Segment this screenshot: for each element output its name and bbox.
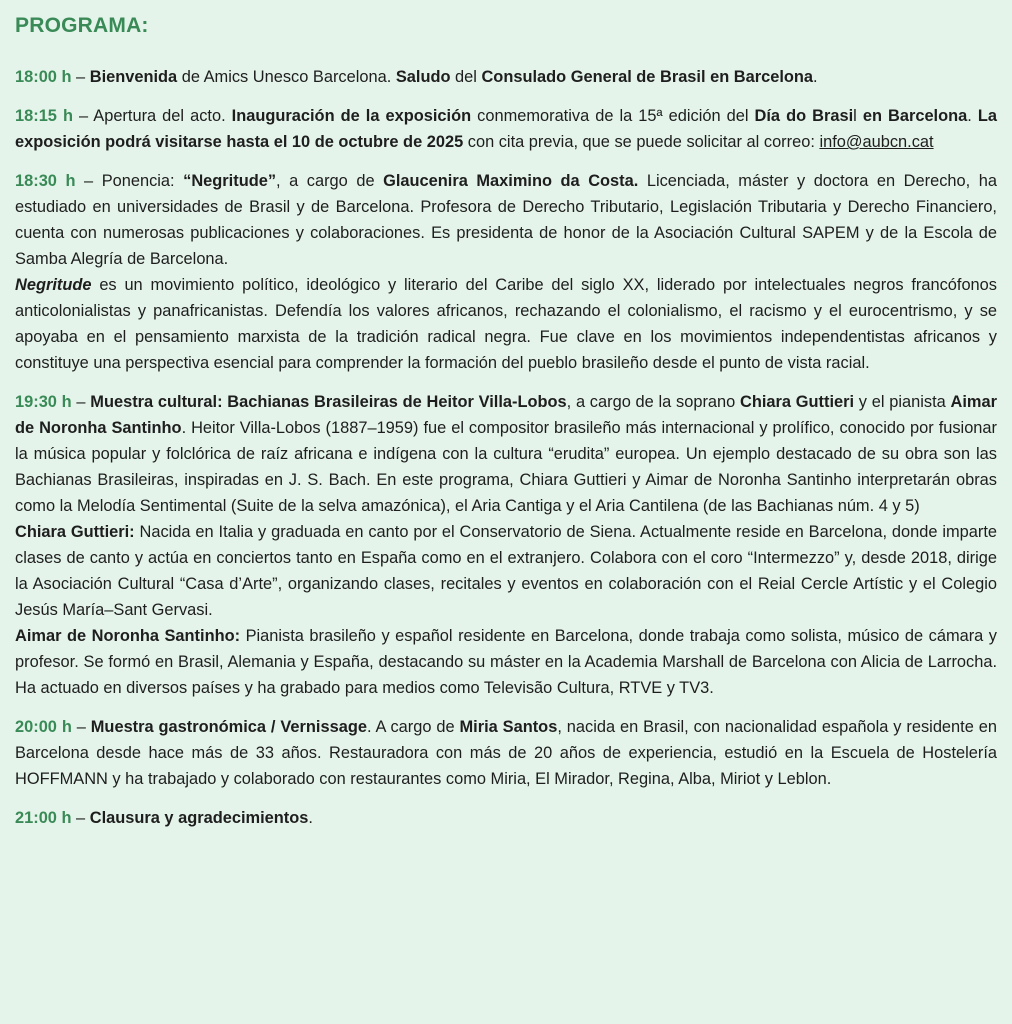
bold-text: Chiara Guttieri:: [15, 523, 135, 541]
bold-text: Día do Brasi: [754, 107, 854, 125]
bold-text: Inauguración de la exposición: [231, 107, 472, 125]
program-paragraph: [15, 714, 997, 792]
bold-text: “Negritude”: [183, 172, 277, 190]
text-run: l: [853, 107, 863, 125]
page-title: PROGRAMA:: [15, 14, 149, 37]
event-time: 19:30 h: [15, 393, 72, 411]
text-run: conmemorativa de la 15ª edición del: [471, 107, 755, 125]
email-link[interactable]: info@aubcn.cat: [819, 133, 934, 151]
text-run: –: [71, 809, 90, 827]
text-run: es un movimiento político, ideológico y literario del Caribe del siglo XX, liderado por intelectuales negros francófonos anticolonialistas y panafricanistas. Defendía los valores africanos, rechazando el colonialismo, el racismo y el eurocentrismo, y se apoyaba en el pensamiento marxista de la tradición radical negra. Fue clave en los movimientos independentistas africanos y constituye una perspectiva esencial para comprender la formación del pueblo brasileño desde el punto de vista racial.: [15, 276, 997, 372]
text-run: , a cargo de la soprano: [566, 393, 741, 411]
bold-text: Muestra gastronómica / Vernissage: [90, 718, 367, 736]
bold-text: Aimar de Noronha Santinho:: [15, 627, 241, 645]
bold-italic-text: Negritude: [15, 276, 92, 294]
text-run: Nacida en Italia y graduada en canto por el Conservatorio de Siena. Actualmente reside en Barcelona, donde imparte clases de canto y actúa en conciertos tanto en España como en el extranjero. Colabora con el coro “Intermezzo” y, desde 2018, dirige la Asociación Cultural “Casa d’Arte”, organizando clases, recitales y eventos en colaboración con el Reial Cercle Artístic y el Colegio Jesús María–Sant Gervasi.: [15, 523, 997, 619]
program-item: [15, 389, 997, 701]
bold-text: Clausura y agradecimientos: [89, 809, 309, 827]
bold-text: Consulado General de Brasil en Barcelona: [481, 68, 814, 86]
text-run: con cita previa, que se puede solicitar al correo:: [463, 133, 820, 151]
program-paragraph: [15, 805, 997, 831]
text-run: –: [71, 393, 91, 411]
program-paragraph: [15, 519, 997, 623]
event-time: 20:00 h: [15, 718, 72, 736]
event-time: 18:00 h: [15, 68, 72, 86]
bold-text: Saludo: [395, 68, 451, 86]
text-run: –: [71, 68, 90, 86]
bold-text: Chiara Guttieri: [740, 393, 855, 411]
program-item: [15, 64, 997, 90]
bold-text: Muestra cultural: Bachianas Brasileiras de Heitor Villa-Lobos: [90, 393, 567, 411]
program-paragraph: [15, 168, 997, 272]
bold-text: Miria Santos: [459, 718, 558, 736]
text-run: . A cargo de: [366, 718, 460, 736]
program-paragraph: [15, 272, 997, 376]
text-run: de Amics Unesco Barcelona.: [177, 68, 396, 86]
text-run: .: [308, 809, 313, 827]
program-paragraph: [15, 389, 997, 519]
text-run: . Heitor Villa-Lobos (1887–1959) fue el compositor brasileño más internacional y prolífico, conocido por fusionar la música popular y folclórica de raíz africana e indígena con la cultura “erudita” europea. Un ejemplo destacado de su obra son las Bachianas Brasileiras, inspiradas en J. S. Bach. En este programa, Chiara Guttieri y Aimar de Noronha Santinho interpretarán obras como la Melodía Sentimental (Suite de la selva amazónica), el Aria Cantiga y el Aria Cantilena (de las Bachianas núm. 4 y 5): [15, 419, 998, 515]
text-run: .: [813, 68, 818, 86]
bold-text: Bienvenida: [89, 68, 178, 86]
program-item: [15, 168, 997, 376]
program-paragraph: [15, 103, 997, 155]
program-paragraph: [15, 64, 997, 90]
program-item: [15, 805, 997, 831]
text-run: y el pianista: [854, 393, 951, 411]
text-run: – Ponencia:: [75, 172, 184, 190]
program-item: [15, 103, 997, 155]
text-run: Pianista brasileño y español residente en Barcelona, donde trabaja como solista, músico de cámara y profesor. Se formó en Brasil, Alemania y España, destacando su máster en la Academia Marshall de Barcelona con Alicia de Larrocha. Ha actuado en diversos países y ha grabado para medios como Televisão Cultura, RTVE y TV3.: [15, 627, 997, 697]
event-time: 18:30 h: [15, 172, 76, 190]
bold-text: La exposición podrá visitarse hasta el 10 de octubre de 2025: [15, 107, 997, 151]
event-time: 18:15 h: [15, 107, 73, 125]
text-run: –: [71, 718, 91, 736]
bold-text: en Barcelona: [862, 107, 968, 125]
text-run: , a cargo de: [276, 172, 384, 190]
text-run: , nacida en Brasil, con nacionalidad española y residente en Barcelona desde hace más de 33 años. Restauradora con más de 20 años de experiencia, estudió en la Escuela de Hostelería HOFFMANN y ha trabajado y colaborado con restaurantes como Miria, El Mirador, Regina, Alba, Miriot y Leblon.: [15, 718, 997, 788]
bold-text: Aimar de Noronha Santinho: [15, 393, 997, 437]
program-schedule: [15, 64, 997, 831]
event-time: 21:00 h: [15, 809, 72, 827]
text-run: Licenciada, máster y doctora en Derecho, ha estudiado en universidades de Brasil y de Barcelona. Profesora de Derecho Tributario, Legislación Tributaria y Derecho Financiero, cuenta con numerosas publicaciones y colaboraciones. Es presidenta de honor de la Asociación Cultural SAPEM y de la Escola de Samba Alegría de Barcelona.: [15, 172, 997, 268]
text-run: – Apertura del acto.: [72, 107, 232, 125]
program-item: [15, 714, 997, 792]
program-paragraph: [15, 623, 997, 701]
bold-text: Glaucenira Maximino da Costa.: [383, 172, 639, 190]
text-run: .: [967, 107, 978, 125]
text-run: del: [450, 68, 482, 86]
